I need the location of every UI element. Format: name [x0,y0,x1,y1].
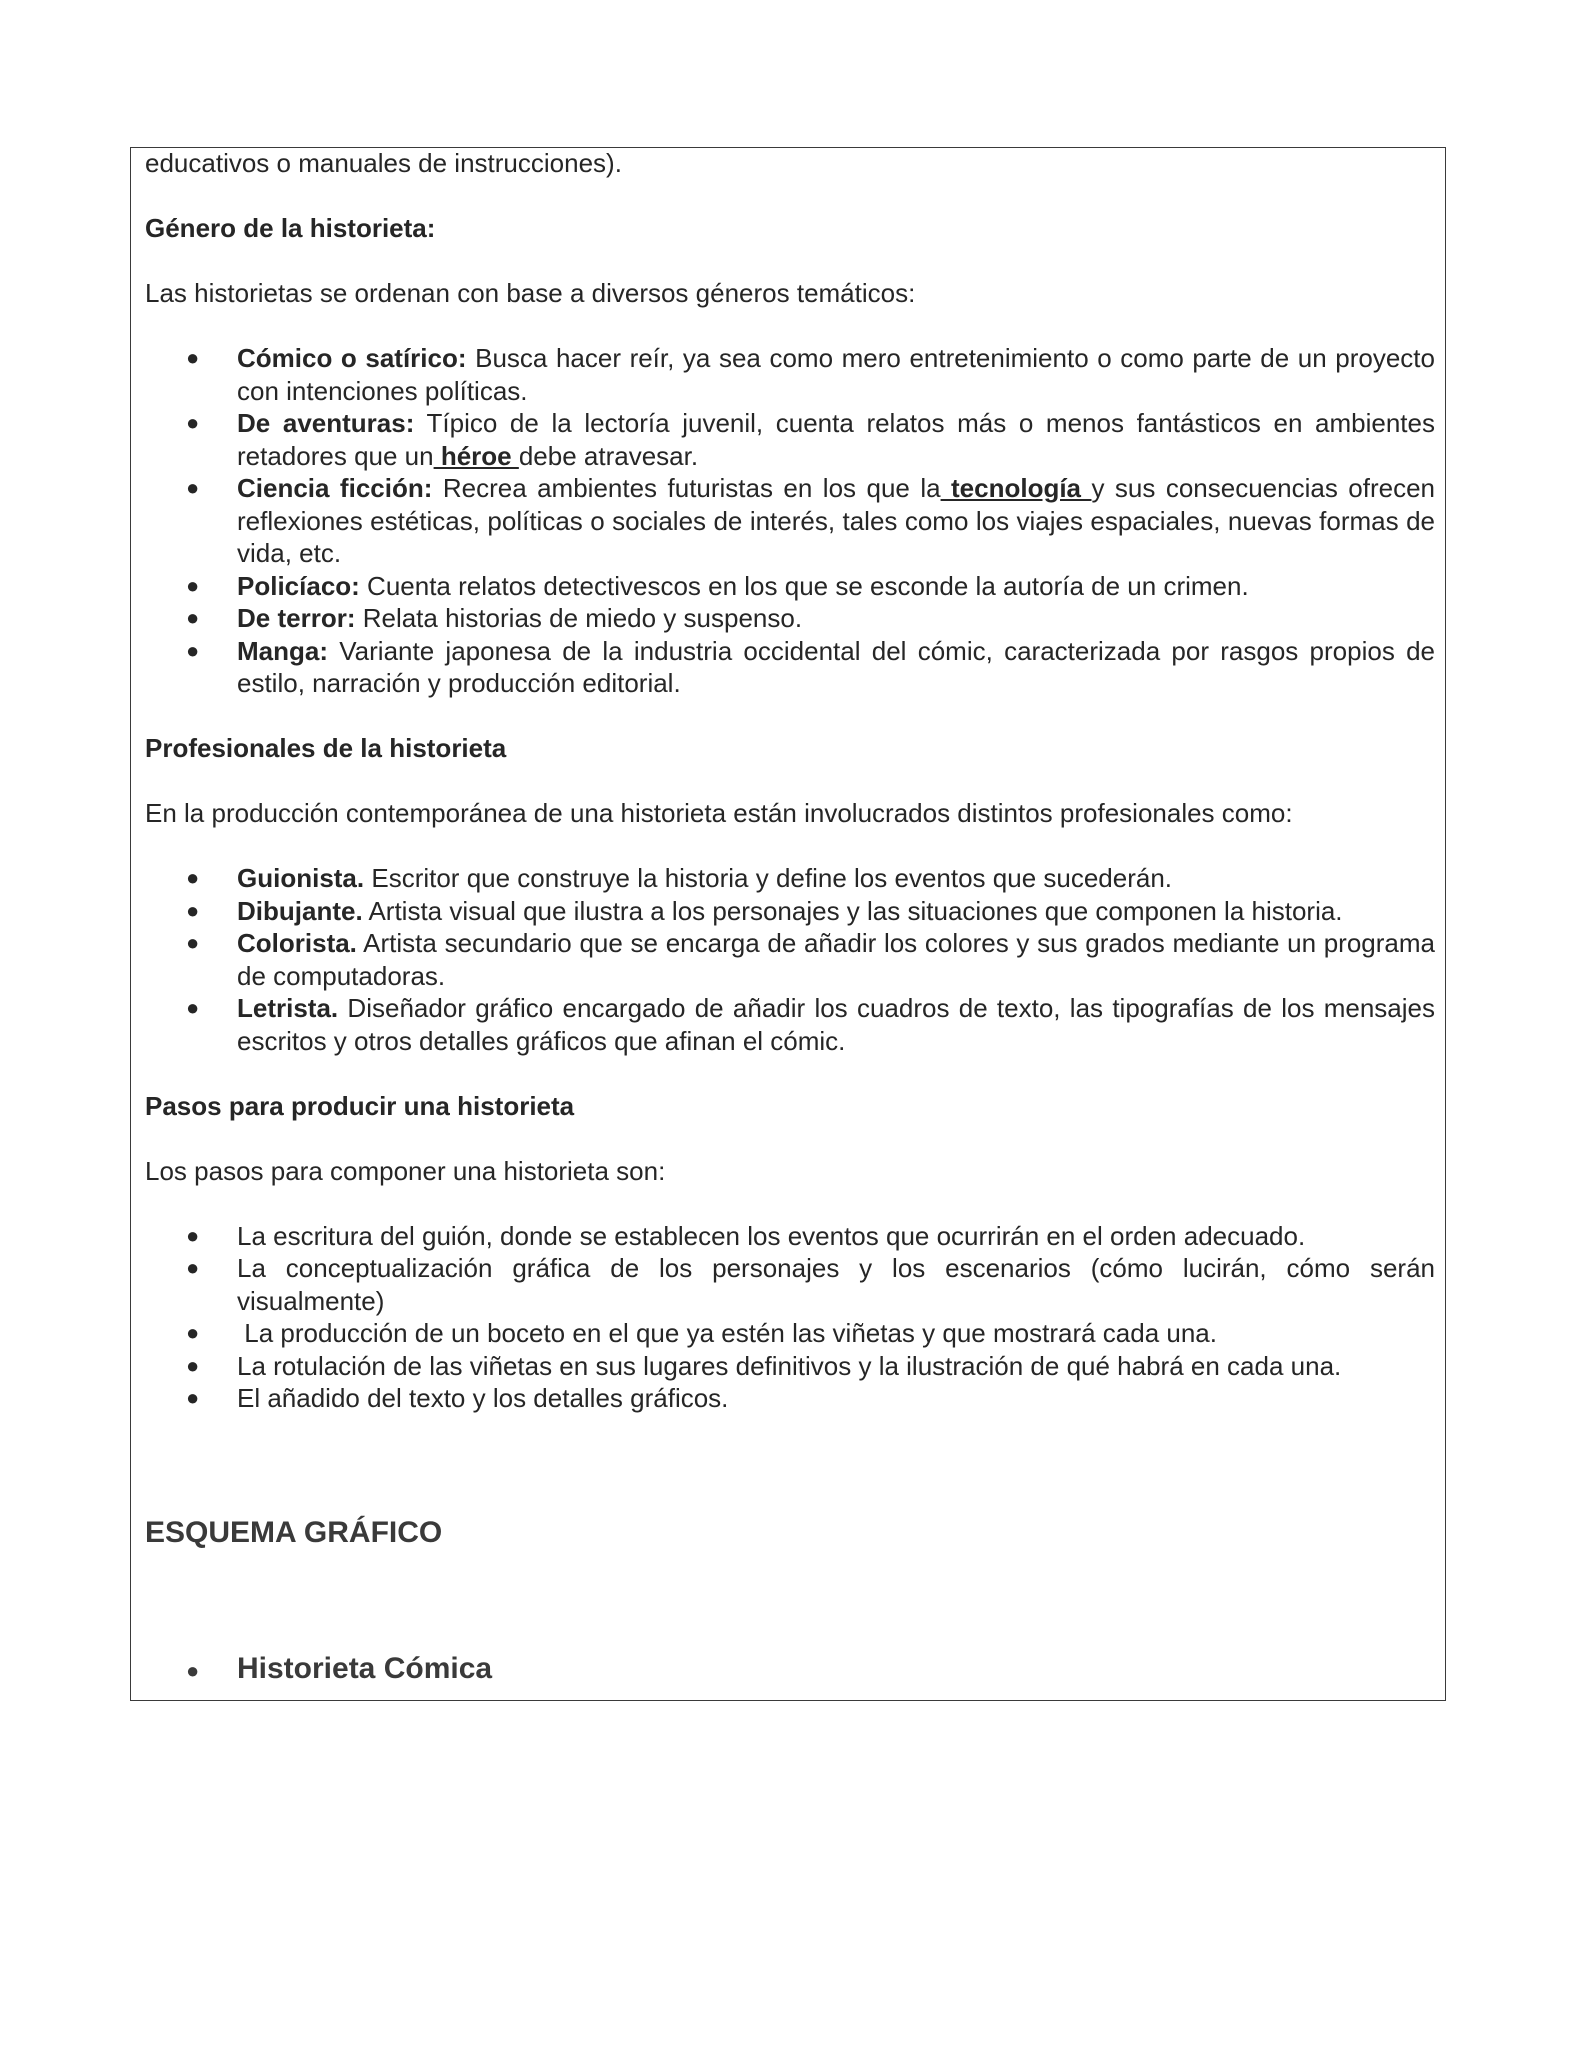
bullet-icon: ● [186,605,200,630]
list-item [145,635,1435,700]
list-item [145,992,1435,1057]
bullet-icon: ● [186,897,200,923]
bullet-icon: ● [186,1255,200,1280]
bullet-icon: ● [186,572,200,598]
list-item [145,1220,1435,1253]
bullet-icon: ● [186,345,200,370]
genre-text: y sus consecuencias ofrecen reflexiones estéticas, políticas o sociales de interés, tales como los viajes espaciales, nuevas formas de vida, etc. [237,473,1436,568]
list-item [145,1382,1435,1415]
pasos-intro: Los pasos para componer una historieta son: [145,1155,666,1186]
profesionales-list [145,862,1435,1057]
profesionales-intro: En la producción contemporánea de una historieta están involucrados distintos profesionales como: [145,798,1293,828]
genre-term: Cómico o satírico: [237,343,467,373]
list-item [145,602,1435,635]
genre-text: Típico de la lectoría juvenil, cuenta relatos más o menos fantásticos en ambientes retadores que un [237,408,1435,471]
genre-text: Cuenta relatos detectivescos en los que se esconde la autoría de un crimen. [359,570,1249,601]
profesionales-heading: Profesionales de la historieta [145,733,507,763]
role-term: Colorista. [237,928,357,958]
role-text: Diseñador gráfico encargado de añadir los cuadros de texto, las tipografías de los mensajes escritos y otros detalles gráficos que afinan el cómic. [237,993,1435,1056]
list-item [145,1350,1435,1383]
esquema-list [145,1651,1435,1687]
list-item [145,862,1435,895]
bullet-icon: ● [186,637,200,663]
role-term: Dibujante. [237,895,363,926]
heroe-link[interactable]: héroe [433,440,519,471]
bullet-icon: ● [186,865,200,890]
genre-text: Busca hacer reír, ya sea como mero entretenimiento o como parte de un proyecto con intenciones políticas. [237,343,1435,406]
esquema-item-text: Historieta Cómica [237,1651,493,1685]
step-text: La rotulación de las viñetas en sus lugares definitivos y la ilustración de qué habrá en cada una. [237,1350,1342,1381]
pasos-list [145,1220,1435,1415]
list-item [145,472,1435,570]
bullet-icon: ● [186,1222,200,1248]
genre-term: Ciencia ficción: [237,473,433,503]
tecnologia-link[interactable]: tecnología [940,473,1092,503]
genre-text: Recrea ambientes futuristas en los que la [432,473,941,503]
role-text: Artista secundario que se encarga de añadir los colores y sus grados mediante un programa de computadoras. [237,928,1435,991]
bullet-icon: ● [186,1657,200,1683]
genre-term: Manga: [237,635,328,666]
genre-term: Policíaco: [237,570,360,601]
role-text: Artista visual que ilustra a los personajes y las situaciones que componen la historia. [362,895,1343,926]
esquema-heading: ESQUEMA GRÁFICO [145,1515,443,1549]
pasos-heading: Pasos para producir una historieta [145,1090,575,1121]
role-term: Letrista. [237,993,339,1023]
genre-text: debe atravesar. [518,440,699,471]
list-item [145,927,1435,992]
step-text: La conceptualización gráfica de los personajes y los escenarios (cómo lucirán, cómo serán visualmente) [237,1253,1435,1316]
genre-term: De terror: [237,603,356,633]
genre-text: Relata historias de miedo y suspenso. [355,603,803,633]
bullet-icon: ● [186,1320,200,1345]
list-item [145,570,1435,603]
role-term: Guionista. [237,863,365,893]
bullet-icon: ● [186,930,200,955]
genre-text: Variante japonesa de la industria occidental del cómic, caracterizada por rasgos propios de estilo, narración y producción editorial. [237,635,1435,698]
list-item [145,895,1435,928]
bullet-icon: ● [186,1352,200,1378]
list-item [145,407,1435,472]
document-body [145,147,1435,1687]
step-text: La producción de un boceto en el que ya estén las viñetas y que mostrará cada una. [237,1318,1217,1348]
list-item [145,1252,1435,1317]
genero-heading: Género de la historieta: [145,213,436,243]
bullet-icon: ● [186,995,200,1020]
bullet-icon: ● [186,1385,200,1410]
list-item [145,342,1435,407]
role-text: Escritor que construye la historia y define los eventos que sucederán. [364,863,1173,893]
list-item [145,1317,1435,1350]
genero-intro: Las historietas se ordenan con base a diversos géneros temáticos: [145,278,916,308]
step-text: La escritura del guión, donde se establecen los eventos que ocurrirán en el orden adecuado. [237,1220,1306,1251]
step-text: El añadido del texto y los detalles gráficos. [237,1383,729,1413]
bullet-icon: ● [186,475,200,500]
bullet-icon: ● [186,410,200,435]
list-item [145,1651,1435,1687]
genero-list [145,342,1435,700]
intro-tail: educativos o manuales de instrucciones). [145,148,622,178]
genre-term: De aventuras: [237,408,415,438]
